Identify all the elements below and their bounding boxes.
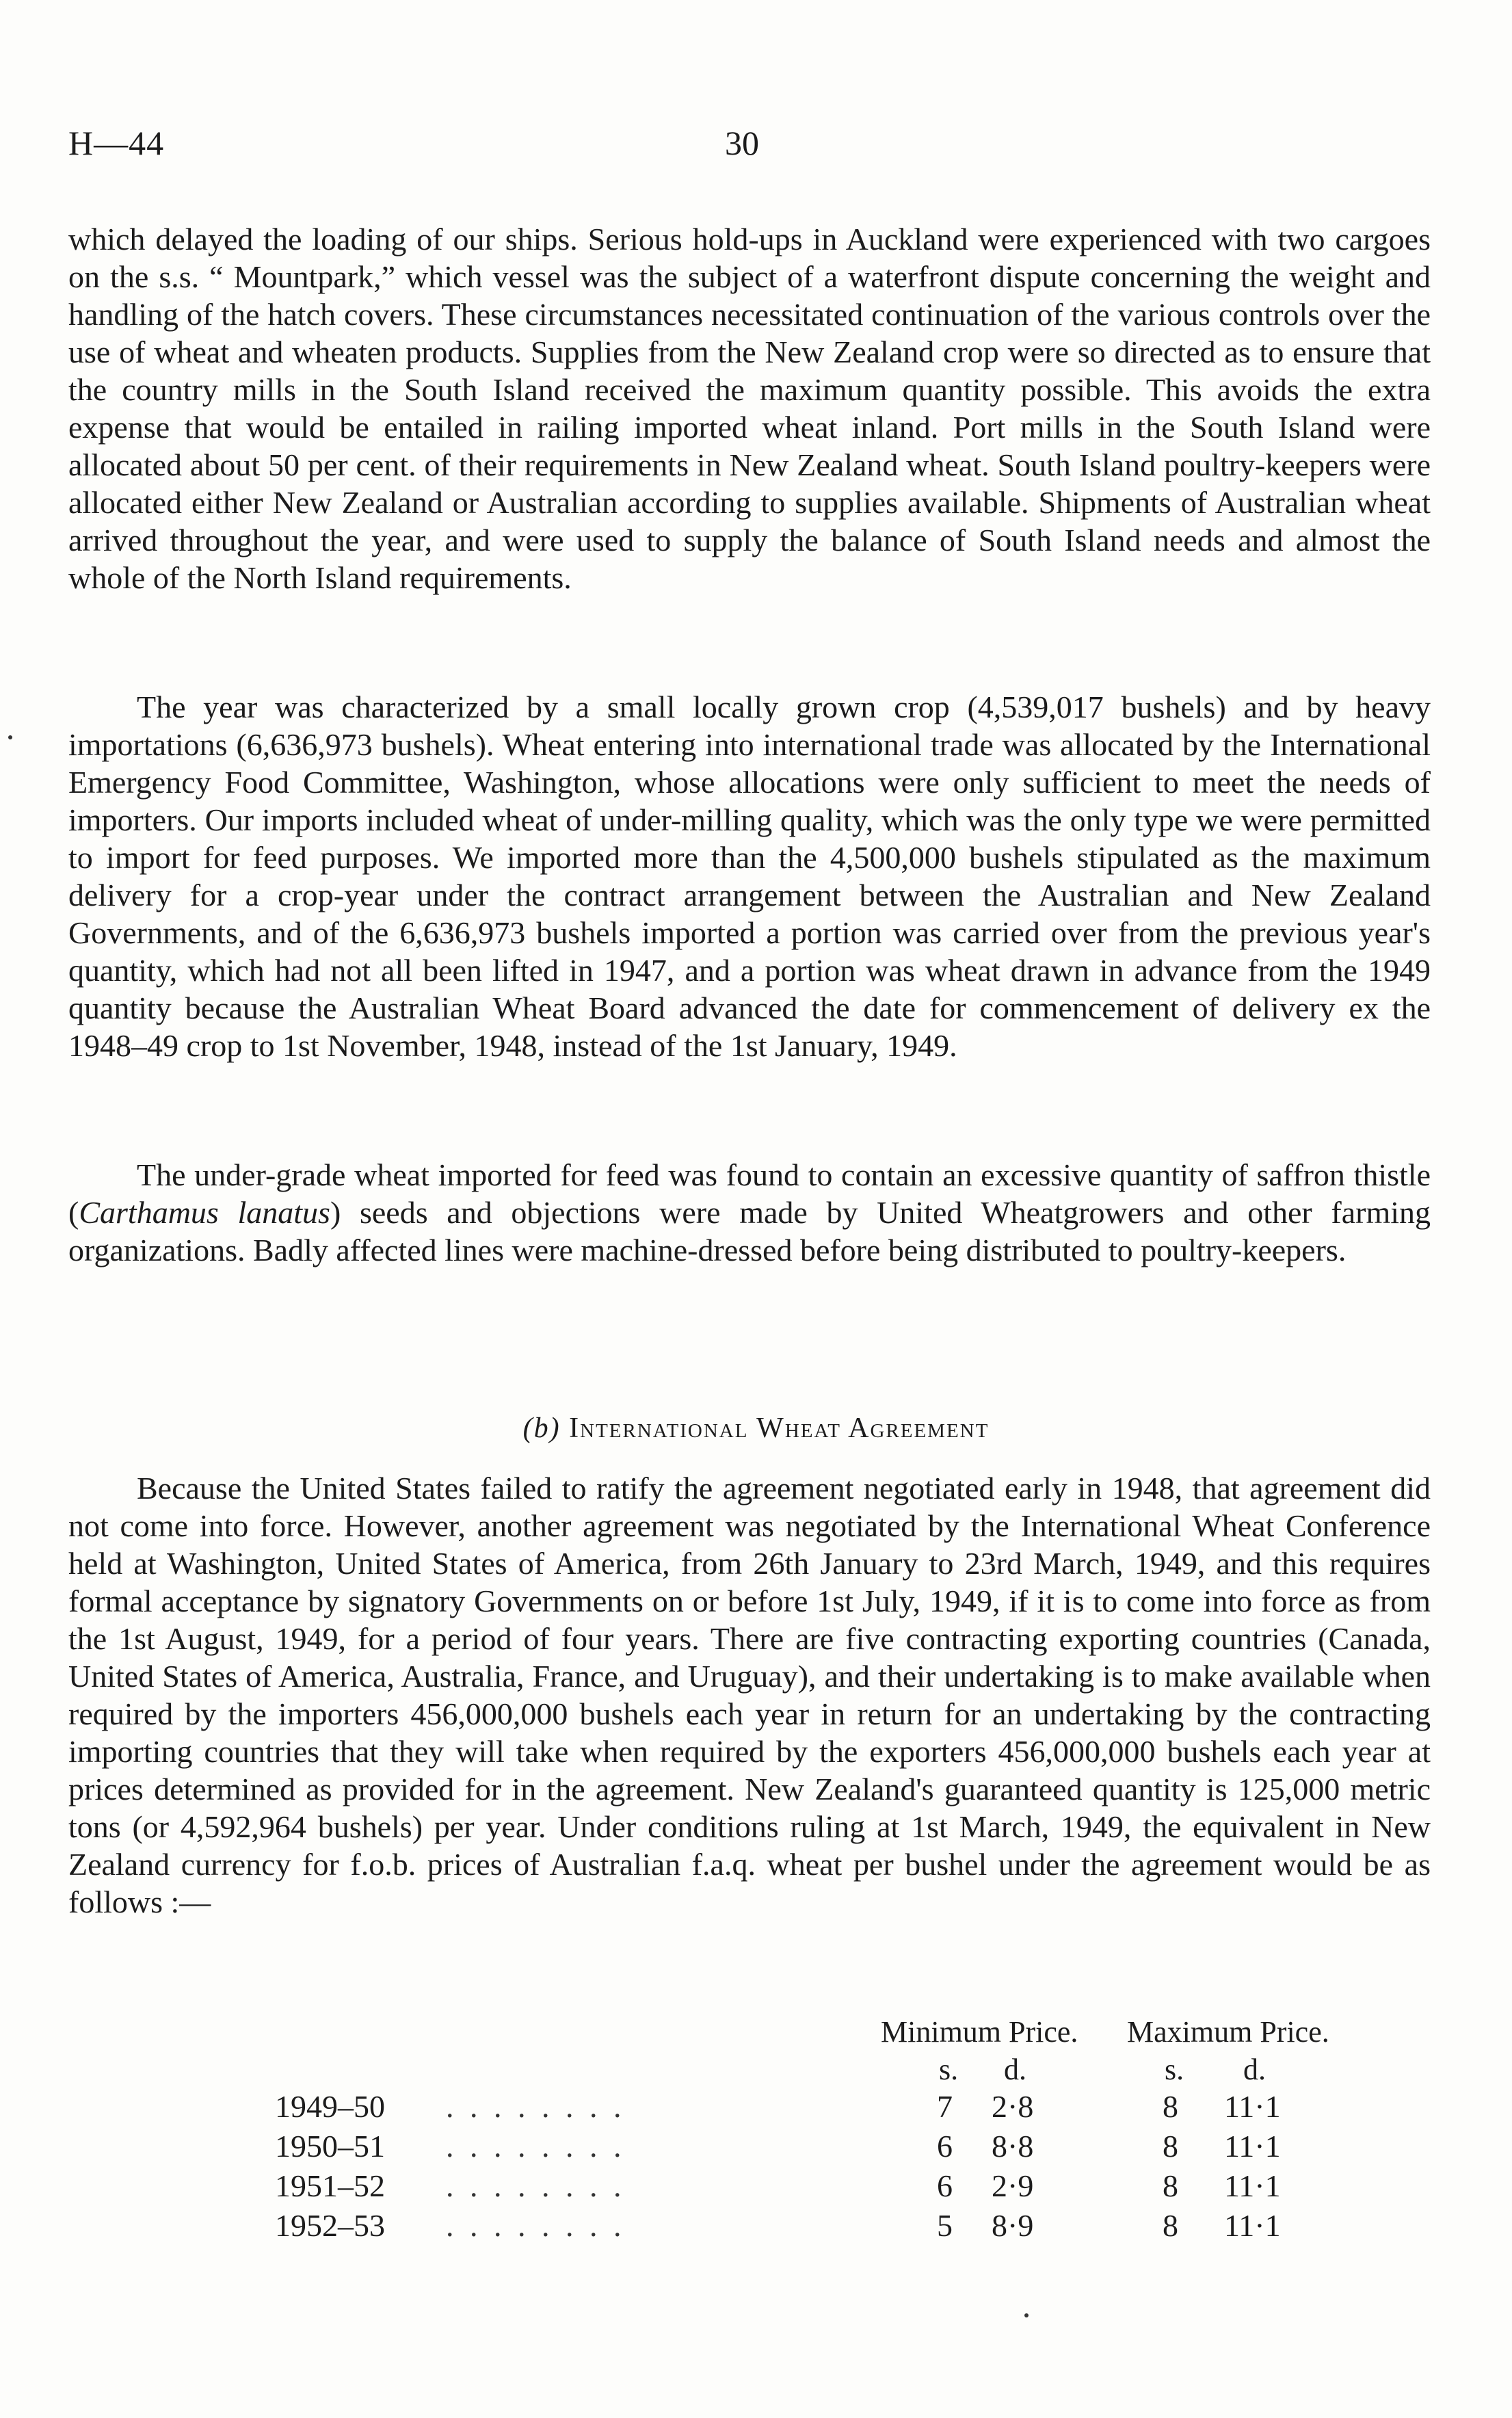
min-pence-unit: d. [1004, 2053, 1026, 2086]
paragraph-4-text: Because the United States failed to ratify the agreement negotiated early in 1948, that agreement did not come into force. However, another agreement was negotiated by the International Wheat Conference held at Washington, United States of America, from 26th January to 23rd March, 1949, and this requires formal acceptance by signatory Governments on or before 1st July, 1949, if it is to come into force as from the 1st August, 1949, for a period of four years. There are five contracting exporting countries (Canada, United States of America, Australia, France, and Uruguay), and their undertaking is to make available when required by the importers 456,000,000 bushels each year in return for an undertaking by the contracting importing countries that they will take when required by the exporters 456,000,000 bushels each year at prices determined as provided for in the agreement. New Zealand's guaranteed quantity is 125,000 metric tons (or 4,592,964 bushels) per year. Under conditions ruling at 1st March, 1949, the equivalent in New Zealand currency for f.o.b. prices of Australian f.a.q. wheat per bushel under the agreement would be as follows :— [68, 1471, 1431, 1919]
page-number: 30 [725, 124, 759, 162]
paragraph-3-start: The under-grade wheat imported for feed was found to contain an excessive quantity of saffron thistle ( [68, 1157, 1431, 1230]
table-row [0, 2088, 1512, 2129]
section-heading [0, 1412, 1512, 1445]
print-speck [1024, 2313, 1029, 2317]
table-row [0, 2168, 1512, 2209]
max-pence: 11·1 [1224, 2089, 1281, 2124]
paragraph-3-text [68, 1156, 1431, 1269]
max-shillings-unit: s. [1165, 2053, 1184, 2086]
min-pence: 2·9 [992, 2168, 1034, 2203]
max-shillings: 8 [1163, 2208, 1178, 2243]
max-pence: 11·1 [1224, 2168, 1281, 2203]
max-shillings: 8 [1163, 2129, 1178, 2164]
min-pence: 8·8 [992, 2129, 1034, 2164]
paragraph-2-text: The year was characterized by a small locally grown crop (4,539,017 bushels) and by heavy importations (6,636,973 bushels). Wheat entering into international trade was allocated by the International Emergency Food Committee, Washington, whose allocations were only sufficient to meet the needs of importers. Our imports included wheat of under-milling quality, which was the only type we were permitted to import for feed purposes. We imported more than the 4,500,000 bushels stipulated as the maximum delivery for a crop-year under the contract arrangement between the Australian and New Zealand Governments, and of the 6,636,973 bushels imported a portion was carried over from the previous year's quantity, which had not all been lifted in 1947, and a portion was wheat drawn in advance from the 1949 quantity because the Australian Wheat Board advanced the date for commencement of delivery ex the 1948–49 crop to 1st November, 1948, instead of the 1st January, 1949. [68, 689, 1431, 1063]
row-year: 1950–51 [275, 2129, 385, 2164]
min-price-header: Minimum Price. [881, 2015, 1078, 2049]
species-name: Carthamus lanatus [79, 1195, 330, 1230]
min-shillings: 6 [937, 2168, 953, 2203]
max-price-header: Maximum Price. [1127, 2015, 1329, 2049]
max-pence-unit: d. [1243, 2053, 1266, 2086]
max-pence: 11·1 [1224, 2129, 1281, 2164]
paragraph-3 [68, 1156, 1431, 1269]
print-speck [8, 735, 12, 739]
paragraph-2 [68, 688, 1431, 1064]
paragraph-3-end: ) seeds and objections were made by United Wheatgrowers and other farming organizations. Badly affected lines were machine-dressed before being distributed to poultry-keepers. [68, 1195, 1431, 1267]
row-year: 1951–52 [275, 2168, 385, 2203]
paragraph-1-text: which delayed the loading of our ships. Serious hold-ups in Auckland were experienced with two cargoes on the s.s. “ Mountpark,” which vessel was the subject of a waterfront dispute concerning the weight and handling of the hatch covers. These circumstances necessitated continuation of the various controls over the use of wheat and wheaten products. Supplies from the New Zealand crop were so directed as to ensure that the country mills in the South Island received the maximum quantity possible. This avoids the extra expense that would be entailed in railing imported wheat inland. Port mills in the South Island were allocated about 50 per cent. of their requirements in New Zealand wheat. South Island poultry-keepers were allocated either New Zealand or Australian according to supplies available. Shipments of Australian wheat arrived throughout the year, and were used to supply the balance of South Island needs and almost the whole of the North Island requirements. [68, 222, 1431, 595]
row-year: 1952–53 [275, 2208, 385, 2243]
series-code: H—44 [68, 124, 165, 162]
price-table [0, 2014, 1512, 2243]
min-pence: 8·9 [992, 2208, 1034, 2243]
min-shillings: 5 [937, 2208, 953, 2243]
table-row [0, 2128, 1512, 2169]
section-letter: (b) [522, 1412, 561, 1444]
paragraph-4 [68, 1469, 1431, 1921]
table-row [0, 2207, 1512, 2248]
max-shillings: 8 [1163, 2168, 1178, 2203]
leader-dots: . . . . . . . . [446, 2089, 626, 2124]
min-shillings: 7 [937, 2089, 953, 2124]
min-pence: 2·8 [992, 2089, 1034, 2124]
leader-dots: . . . . . . . . [446, 2208, 626, 2243]
max-pence: 11·1 [1224, 2208, 1281, 2243]
section-title: International Wheat Agreement [569, 1412, 990, 1444]
min-shillings: 6 [937, 2129, 953, 2164]
leader-dots: . . . . . . . . [446, 2168, 626, 2203]
leader-dots: . . . . . . . . [446, 2129, 626, 2164]
row-year: 1949–50 [275, 2089, 385, 2124]
max-shillings: 8 [1163, 2089, 1178, 2124]
paragraph-1 [68, 220, 1431, 596]
min-shillings-unit: s. [939, 2053, 959, 2086]
